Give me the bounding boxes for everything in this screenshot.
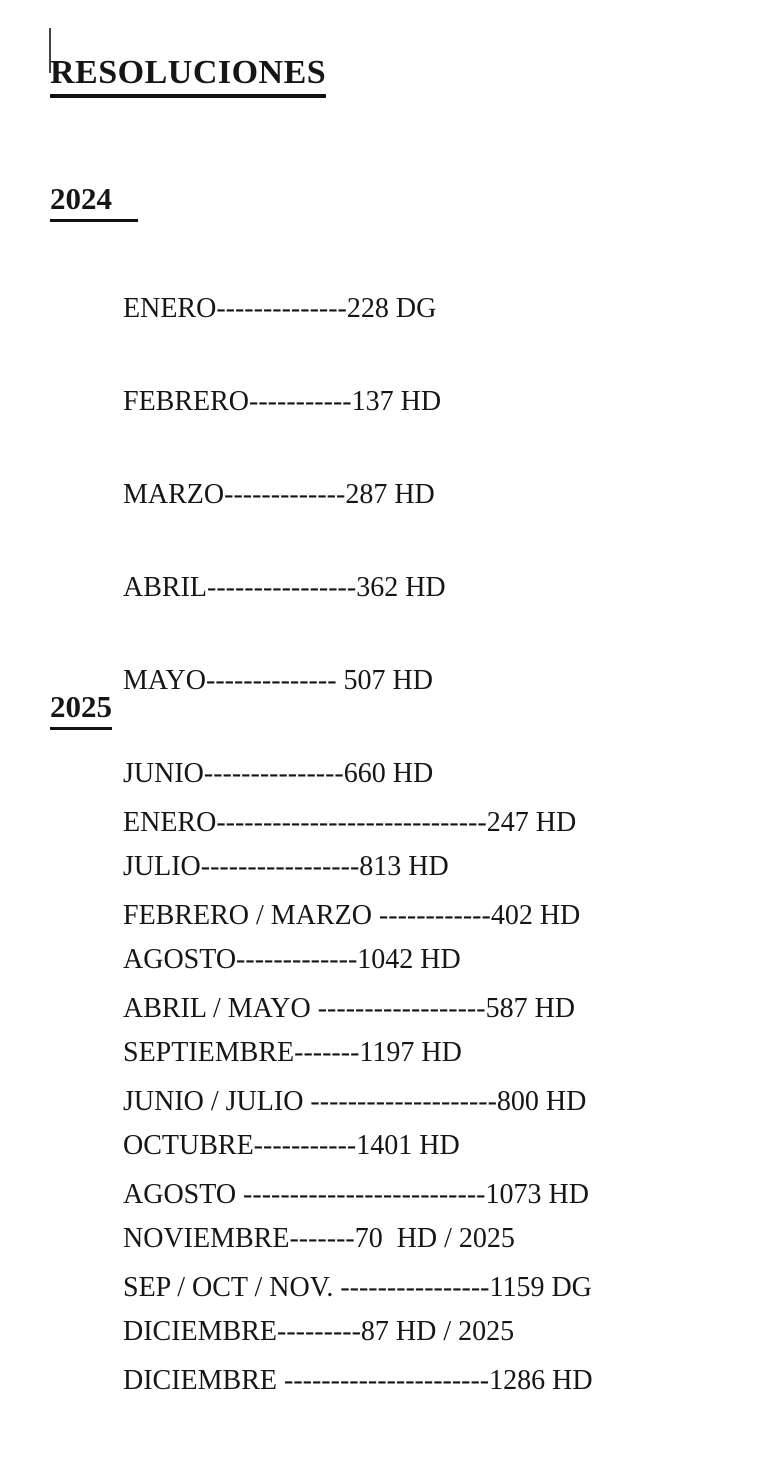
resolution-entry: OCTUBRE-----------1401 HD [123, 1130, 460, 1161]
resolution-entry: ABRIL / MAYO ------------------587 HD [123, 993, 576, 1024]
resolution-entry: MARZO-------------287 HD [123, 479, 435, 510]
resolution-entry: FEBRERO-----------137 HD [123, 386, 442, 417]
resolutions-list-2025 [123, 745, 593, 1458]
resolution-entry: JUNIO / JULIO --------------------800 HD [123, 1086, 587, 1117]
resolution-entry: JUNIO---------------660 HD [123, 758, 434, 789]
resolution-entry: DICIEMBRE ----------------------1286 HD [123, 1365, 593, 1396]
resolution-entry: ENERO--------------228 DG [123, 293, 437, 324]
resolution-entry: NOVIEMBRE-------70 HD / 2025 [123, 1223, 515, 1254]
year-heading-2024-text: 2024 [50, 181, 138, 222]
document-title-text: RESOLUCIONES [50, 53, 326, 98]
resolution-entry: MAYO-------------- 507 HD [123, 665, 433, 696]
document-title [50, 53, 326, 98]
year-heading-2025-text: 2025 [50, 689, 112, 730]
resolution-entry: ENERO-----------------------------247 HD [123, 807, 577, 838]
resolution-entry: JULIO-----------------813 HD [123, 851, 449, 882]
year-heading-2025 [50, 689, 112, 730]
resolution-entry: SEPTIEMBRE-------1197 HD [123, 1037, 462, 1068]
resolution-entry: DICIEMBRE---------87 HD / 2025 [123, 1316, 515, 1347]
resolution-entry: FEBRERO / MARZO ------------402 HD [123, 900, 581, 931]
resolution-entry: AGOSTO --------------------------1073 HD [123, 1179, 589, 1210]
resolution-entry: AGOSTO-------------1042 HD [123, 944, 461, 975]
resolution-entry: SEP / OCT / NOV. ----------------1159 DG [123, 1272, 592, 1303]
resolution-entry: ABRIL----------------362 HD [123, 572, 446, 603]
year-heading-2024 [50, 181, 138, 222]
